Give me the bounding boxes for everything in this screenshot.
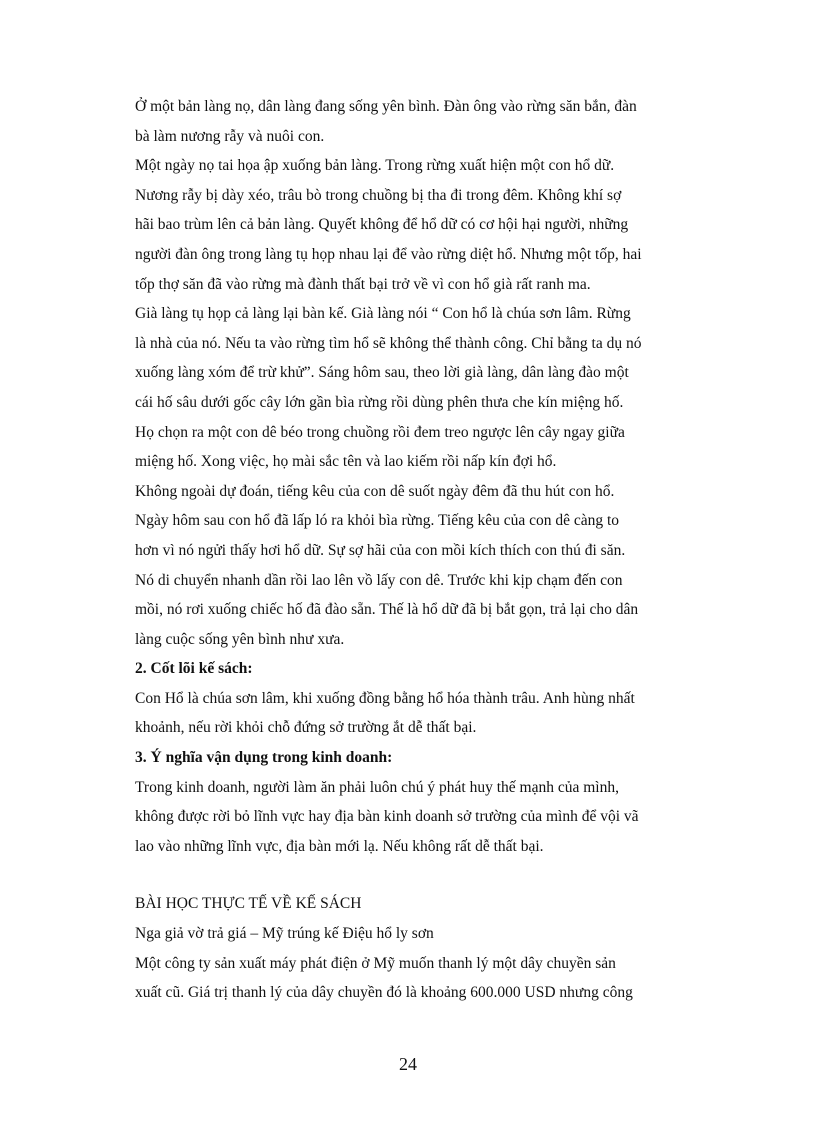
story-paragraph-3: [135, 299, 715, 477]
section-heading: 3. Ý nghĩa vận dụng trong kinh doanh:: [135, 749, 393, 767]
section-heading: 2. Cốt lõi kế sách:: [135, 660, 253, 678]
text-line: Một ngày nọ tai họa ập xuống bản làng. Trong rừng xuất hiện một con hổ dữ.: [135, 157, 615, 175]
section-business-application: [135, 743, 715, 861]
text-line: Già làng tụ họp cả làng lại bàn kế. Già làng nói “ Con hổ là chúa sơn lâm. Rừng: [135, 305, 631, 323]
section-practical-lesson: [135, 889, 715, 1007]
text-line: xuống làng xóm để trừ khử”. Sáng hôm sau, theo lời già làng, dân làng đào một: [135, 364, 629, 382]
text-line: Một công ty sản xuất máy phát điện ở Mỹ muốn thanh lý một dây chuyền sản: [135, 954, 616, 972]
text-line: xuất cũ. Giá trị thanh lý của dây chuyền đó là khoảng 600.000 USD nhưng công: [135, 984, 633, 1002]
lesson-subtitle: Nga giả vờ trả giá – Mỹ trúng kế Điệu hổ ly sơn: [135, 925, 434, 943]
text-line: Nó di chuyển nhanh dần rồi lao lên vồ lấy con dê. Trước khi kịp chạm đến con: [135, 571, 623, 589]
text-line: Nương rẫy bị dày xéo, trâu bò trong chuồng bị tha đi trong đêm. Không khí sợ: [135, 186, 622, 204]
text-line: không được rời bỏ lĩnh vực hay địa bàn kinh doanh sở trường của mình để vội vã: [135, 808, 639, 826]
text-line: mồi, nó rơi xuống chiếc hố đã đào sẵn. Thế là hổ dữ đã bị bắt gọn, trả lại cho dân: [135, 601, 639, 619]
page-number: 24: [399, 1054, 417, 1074]
text-line: Con Hổ là chúa sơn lâm, khi xuống đồng bằng hổ hóa thành trâu. Anh hùng nhất: [135, 689, 635, 707]
spacer: [135, 861, 715, 889]
story-paragraph-2: [135, 151, 715, 299]
text-line: Trong kinh doanh, người làm ăn phải luôn chú ý phát huy thế mạnh của mình,: [135, 778, 619, 796]
section-core-strategy: [135, 654, 715, 743]
text-line: Ngày hôm sau con hổ đã lấp ló ra khỏi bìa rừng. Tiếng kêu của con dê càng to: [135, 512, 620, 530]
story-paragraph-4: [135, 477, 715, 655]
text-line: Ở một bản làng nọ, dân làng đang sống yên bình. Đàn ông vào rừng săn bắn, đàn: [135, 98, 637, 115]
text-line: là nhà của nó. Nếu ta vào rừng tìm hổ sẽ không thể thành công. Chỉ bằng ta dụ nó: [135, 334, 642, 352]
text-line: tốp thợ săn đã vào rừng mà đành thất bại trở về vì con hổ già rất ranh ma.: [135, 275, 591, 293]
text-line: người đàn ông trong làng tụ họp nhau lại để vào rừng diệt hổ. Nhưng một tốp, hai: [135, 245, 642, 263]
text-line: hơn vì nó ngửi thấy hơi hổ dữ. Sự sợ hãi của con mồi kích thích con thú đi săn.: [135, 541, 626, 559]
text-line: Không ngoài dự đoán, tiếng kêu của con dê suốt ngày đêm đã thu hút con hổ.: [135, 482, 615, 500]
text-line: Họ chọn ra một con dê béo trong chuồng rồi đem treo ngược lên cây ngay giữa: [135, 423, 625, 441]
page-body: [135, 92, 715, 1008]
text-line: lao vào những lĩnh vực, địa bàn mới lạ. Nếu không rất dễ thất bại.: [135, 837, 544, 855]
text-line: bà làm nương rẫy và nuôi con.: [135, 127, 325, 145]
text-line: khoảnh, nếu rời khỏi chỗ đứng sở trường ắt dễ thất bại.: [135, 719, 477, 737]
lesson-title: BÀI HỌC THỰC TẾ VỀ KẾ SÁCH: [135, 895, 362, 913]
text-line: hãi bao trùm lên cả bản làng. Quyết không để hổ dữ có cơ hội hại người, những: [135, 216, 629, 234]
text-line: cái hố sâu dưới gốc cây lớn gần bìa rừng rồi dùng phên thưa che kín miệng hố.: [135, 393, 624, 411]
text-line: miệng hố. Xong việc, họ mài sắc tên và lao kiếm rồi nấp kín đợi hổ.: [135, 453, 557, 471]
story-paragraph-1: [135, 92, 715, 151]
text-line: làng cuộc sống yên bình như xưa.: [135, 630, 345, 648]
